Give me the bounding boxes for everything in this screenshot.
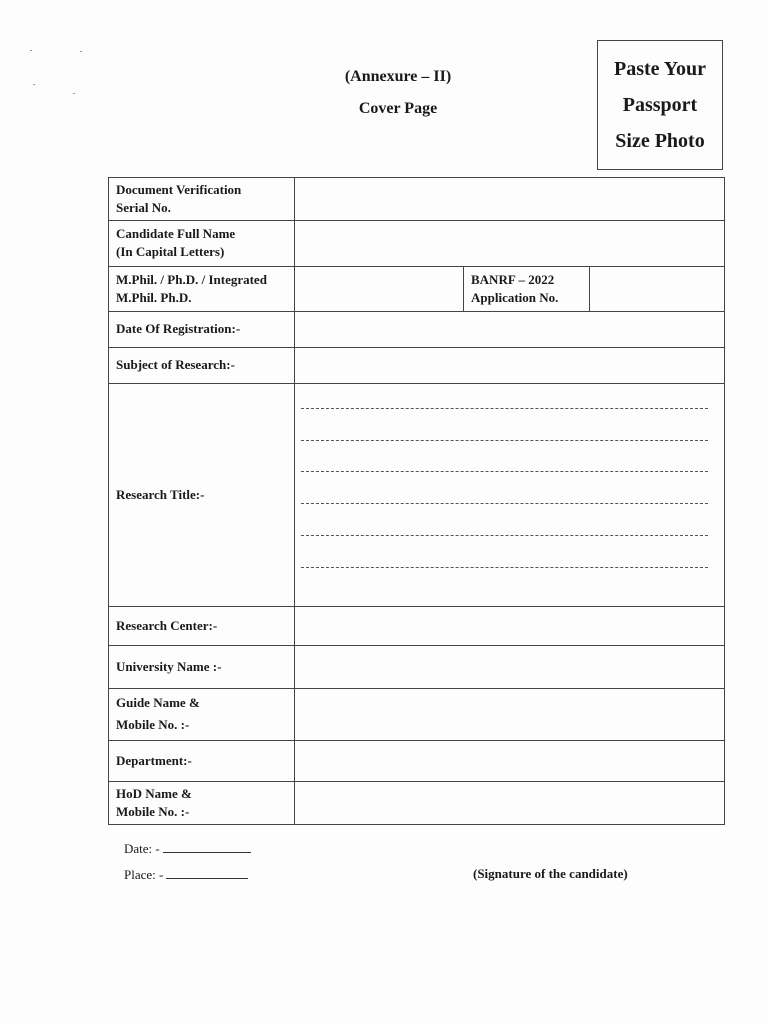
date-label: Date: - — [124, 841, 160, 856]
research-center-label: Research Center:- — [116, 617, 218, 633]
scan-speck — [33, 84, 35, 85]
hod-label-line2: Mobile No. :- — [116, 803, 190, 819]
cover-page-form — [108, 177, 725, 825]
place-label: Place: - — [124, 867, 164, 882]
research-title-line — [301, 535, 708, 536]
hod-label-line1: HoD Name & — [116, 785, 192, 801]
place-blank[interactable] — [166, 866, 248, 879]
scan-speck — [80, 51, 82, 52]
research-title-line — [301, 440, 708, 441]
candidate-name-label-line2: (In Capital Letters) — [116, 244, 225, 259]
research-title-label: Research Title:- — [116, 486, 205, 502]
department-label: Department:- — [116, 752, 192, 768]
hod-field[interactable] — [295, 781, 724, 824]
subject-label: Subject of Research:- — [116, 357, 235, 372]
hod-label — [116, 781, 296, 824]
date-line — [124, 840, 251, 857]
doc-serial-label-line1: Document Verification — [116, 182, 242, 197]
application-label — [471, 266, 586, 311]
research-title-line — [301, 503, 708, 504]
place-line — [124, 866, 248, 883]
guide-label-line2: Mobile No. :- — [116, 717, 190, 732]
date-blank[interactable] — [163, 840, 251, 853]
research-center-field[interactable] — [295, 606, 724, 645]
registration-date-label: Date Of Registration:- — [116, 321, 241, 336]
photo-box-line2: Passport — [622, 94, 698, 116]
application-label-line1: BANRF – 2022 — [471, 271, 555, 287]
photo-box-line1: Paste Your — [613, 58, 707, 80]
application-number-field[interactable] — [590, 266, 724, 311]
subject-field[interactable] — [295, 347, 724, 383]
doc-serial-field[interactable] — [295, 178, 724, 220]
doc-serial-label — [116, 178, 296, 220]
candidate-name-label-line1: Candidate Full Name — [116, 226, 236, 241]
scan-speck — [30, 50, 32, 51]
registration-date-field[interactable] — [295, 311, 724, 347]
course-label-line1: M.Phil. / Ph.D. / Integrated — [116, 271, 267, 287]
research-title-field[interactable] — [295, 383, 724, 606]
scan-speck — [73, 93, 75, 94]
doc-serial-label-line2: Serial No. — [116, 200, 171, 215]
course-label-line2: M.Phil. Ph.D. — [116, 289, 192, 305]
candidate-name-field[interactable] — [295, 220, 724, 266]
application-divider — [463, 266, 464, 311]
page-title: Cover Page — [358, 100, 438, 117]
signature-label: (Signature of the candidate) — [473, 866, 628, 881]
research-title-line — [301, 408, 708, 409]
university-name-label: University Name :- — [116, 658, 222, 674]
department-field[interactable] — [295, 740, 724, 781]
university-name-field[interactable] — [295, 645, 724, 688]
candidate-name-label — [116, 220, 296, 266]
research-title-line — [301, 567, 708, 568]
annexure-heading: (Annexure – II) — [344, 68, 452, 85]
course-field[interactable] — [295, 266, 463, 311]
guide-label-line1: Guide Name & — [116, 695, 200, 710]
course-label — [116, 266, 296, 311]
research-title-line — [301, 471, 708, 472]
guide-label — [116, 688, 296, 740]
guide-field[interactable] — [295, 688, 724, 740]
application-label-line2: Application No. — [471, 289, 559, 305]
photo-box-line3: Size Photo — [615, 130, 705, 152]
passport-photo-box[interactable] — [597, 40, 723, 170]
